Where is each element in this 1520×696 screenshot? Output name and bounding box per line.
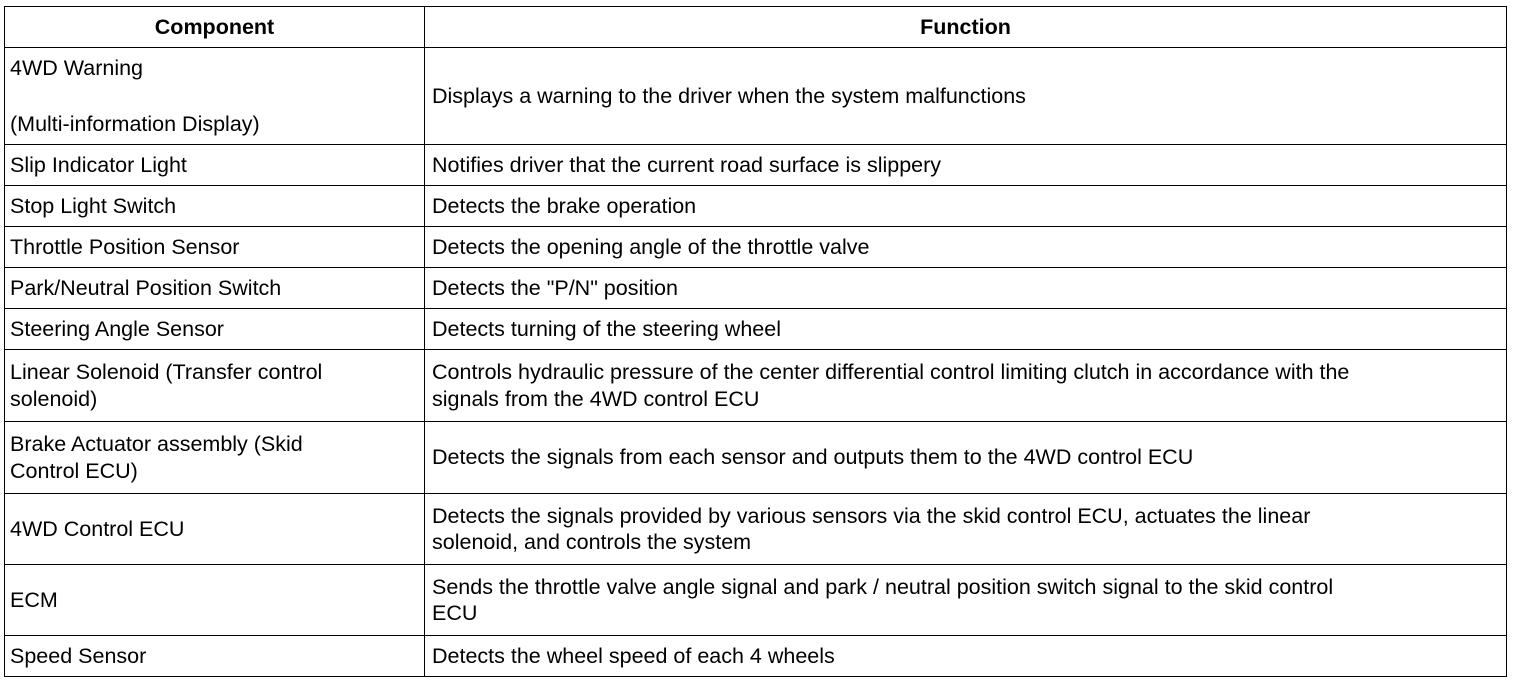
function-text-line: Sends the throttle valve angle signal and park / neutral position switch signal to the skid control <box>432 574 1334 599</box>
component-text-line: Brake Actuator assembly (Skid <box>10 432 303 457</box>
component-function-table <box>4 6 1507 677</box>
function-cell: Notifies driver that the current road surface is slippery <box>425 145 1507 186</box>
function-cell: Detects the opening angle of the throttle valve <box>425 227 1507 268</box>
component-text-line: 4WD Warning <box>10 55 144 80</box>
function-cell: Detects the wheel speed of each 4 wheels <box>425 636 1507 677</box>
function-cell: Detects the signals from each sensor and outputs them to the 4WD control ECU <box>425 422 1507 494</box>
component-text-line: Linear Solenoid (Transfer control <box>10 360 323 385</box>
function-text-line: Controls hydraulic pressure of the center differential control limiting clutch in accordance with the <box>432 360 1350 385</box>
function-text-line: signals from the 4WD control ECU <box>432 386 760 411</box>
table-row <box>5 48 1507 145</box>
table-row <box>5 186 1507 227</box>
table-row <box>5 227 1507 268</box>
component-cell <box>5 422 425 494</box>
function-cell: Detects the "P/N" position <box>425 268 1507 309</box>
component-text-line: solenoid) <box>10 386 98 411</box>
component-cell: Steering Angle Sensor <box>5 309 425 350</box>
table-row <box>5 145 1507 186</box>
function-text-line: Detects the signals provided by various sensors via the skid control ECU, actuates the linear <box>432 503 1311 528</box>
component-cell <box>5 350 425 422</box>
component-cell: Stop Light Switch <box>5 186 425 227</box>
table-row <box>5 268 1507 309</box>
table-row <box>5 636 1507 677</box>
function-cell: Displays a warning to the driver when the system malfunctions <box>425 48 1507 145</box>
column-header-function: Function <box>425 7 1507 48</box>
component-cell: 4WD Control ECU <box>5 494 425 565</box>
component-text-line: Control ECU) <box>10 458 138 483</box>
component-cell: Speed Sensor <box>5 636 425 677</box>
table-row <box>5 494 1507 565</box>
table-row <box>5 309 1507 350</box>
component-text-line: (Multi-information Display) <box>10 112 260 136</box>
function-text-line: solenoid, and controls the system <box>432 530 752 554</box>
table-header-row <box>5 7 1507 48</box>
component-cell: Throttle Position Sensor <box>5 227 425 268</box>
function-cell: Detects the brake operation <box>425 186 1507 227</box>
column-header-component: Component <box>5 7 425 48</box>
function-cell <box>425 350 1507 422</box>
table-row <box>5 350 1507 422</box>
component-cell: Park/Neutral Position Switch <box>5 268 425 309</box>
function-cell <box>425 494 1507 565</box>
component-function-table-container <box>4 6 1506 677</box>
component-cell <box>5 48 425 145</box>
function-text-line: ECU <box>432 601 478 625</box>
component-cell: Slip Indicator Light <box>5 145 425 186</box>
component-cell: ECM <box>5 565 425 636</box>
function-cell: Detects turning of the steering wheel <box>425 309 1507 350</box>
table-row <box>5 565 1507 636</box>
function-cell <box>425 565 1507 636</box>
paragraph-gap <box>10 81 420 111</box>
table-row <box>5 422 1507 494</box>
